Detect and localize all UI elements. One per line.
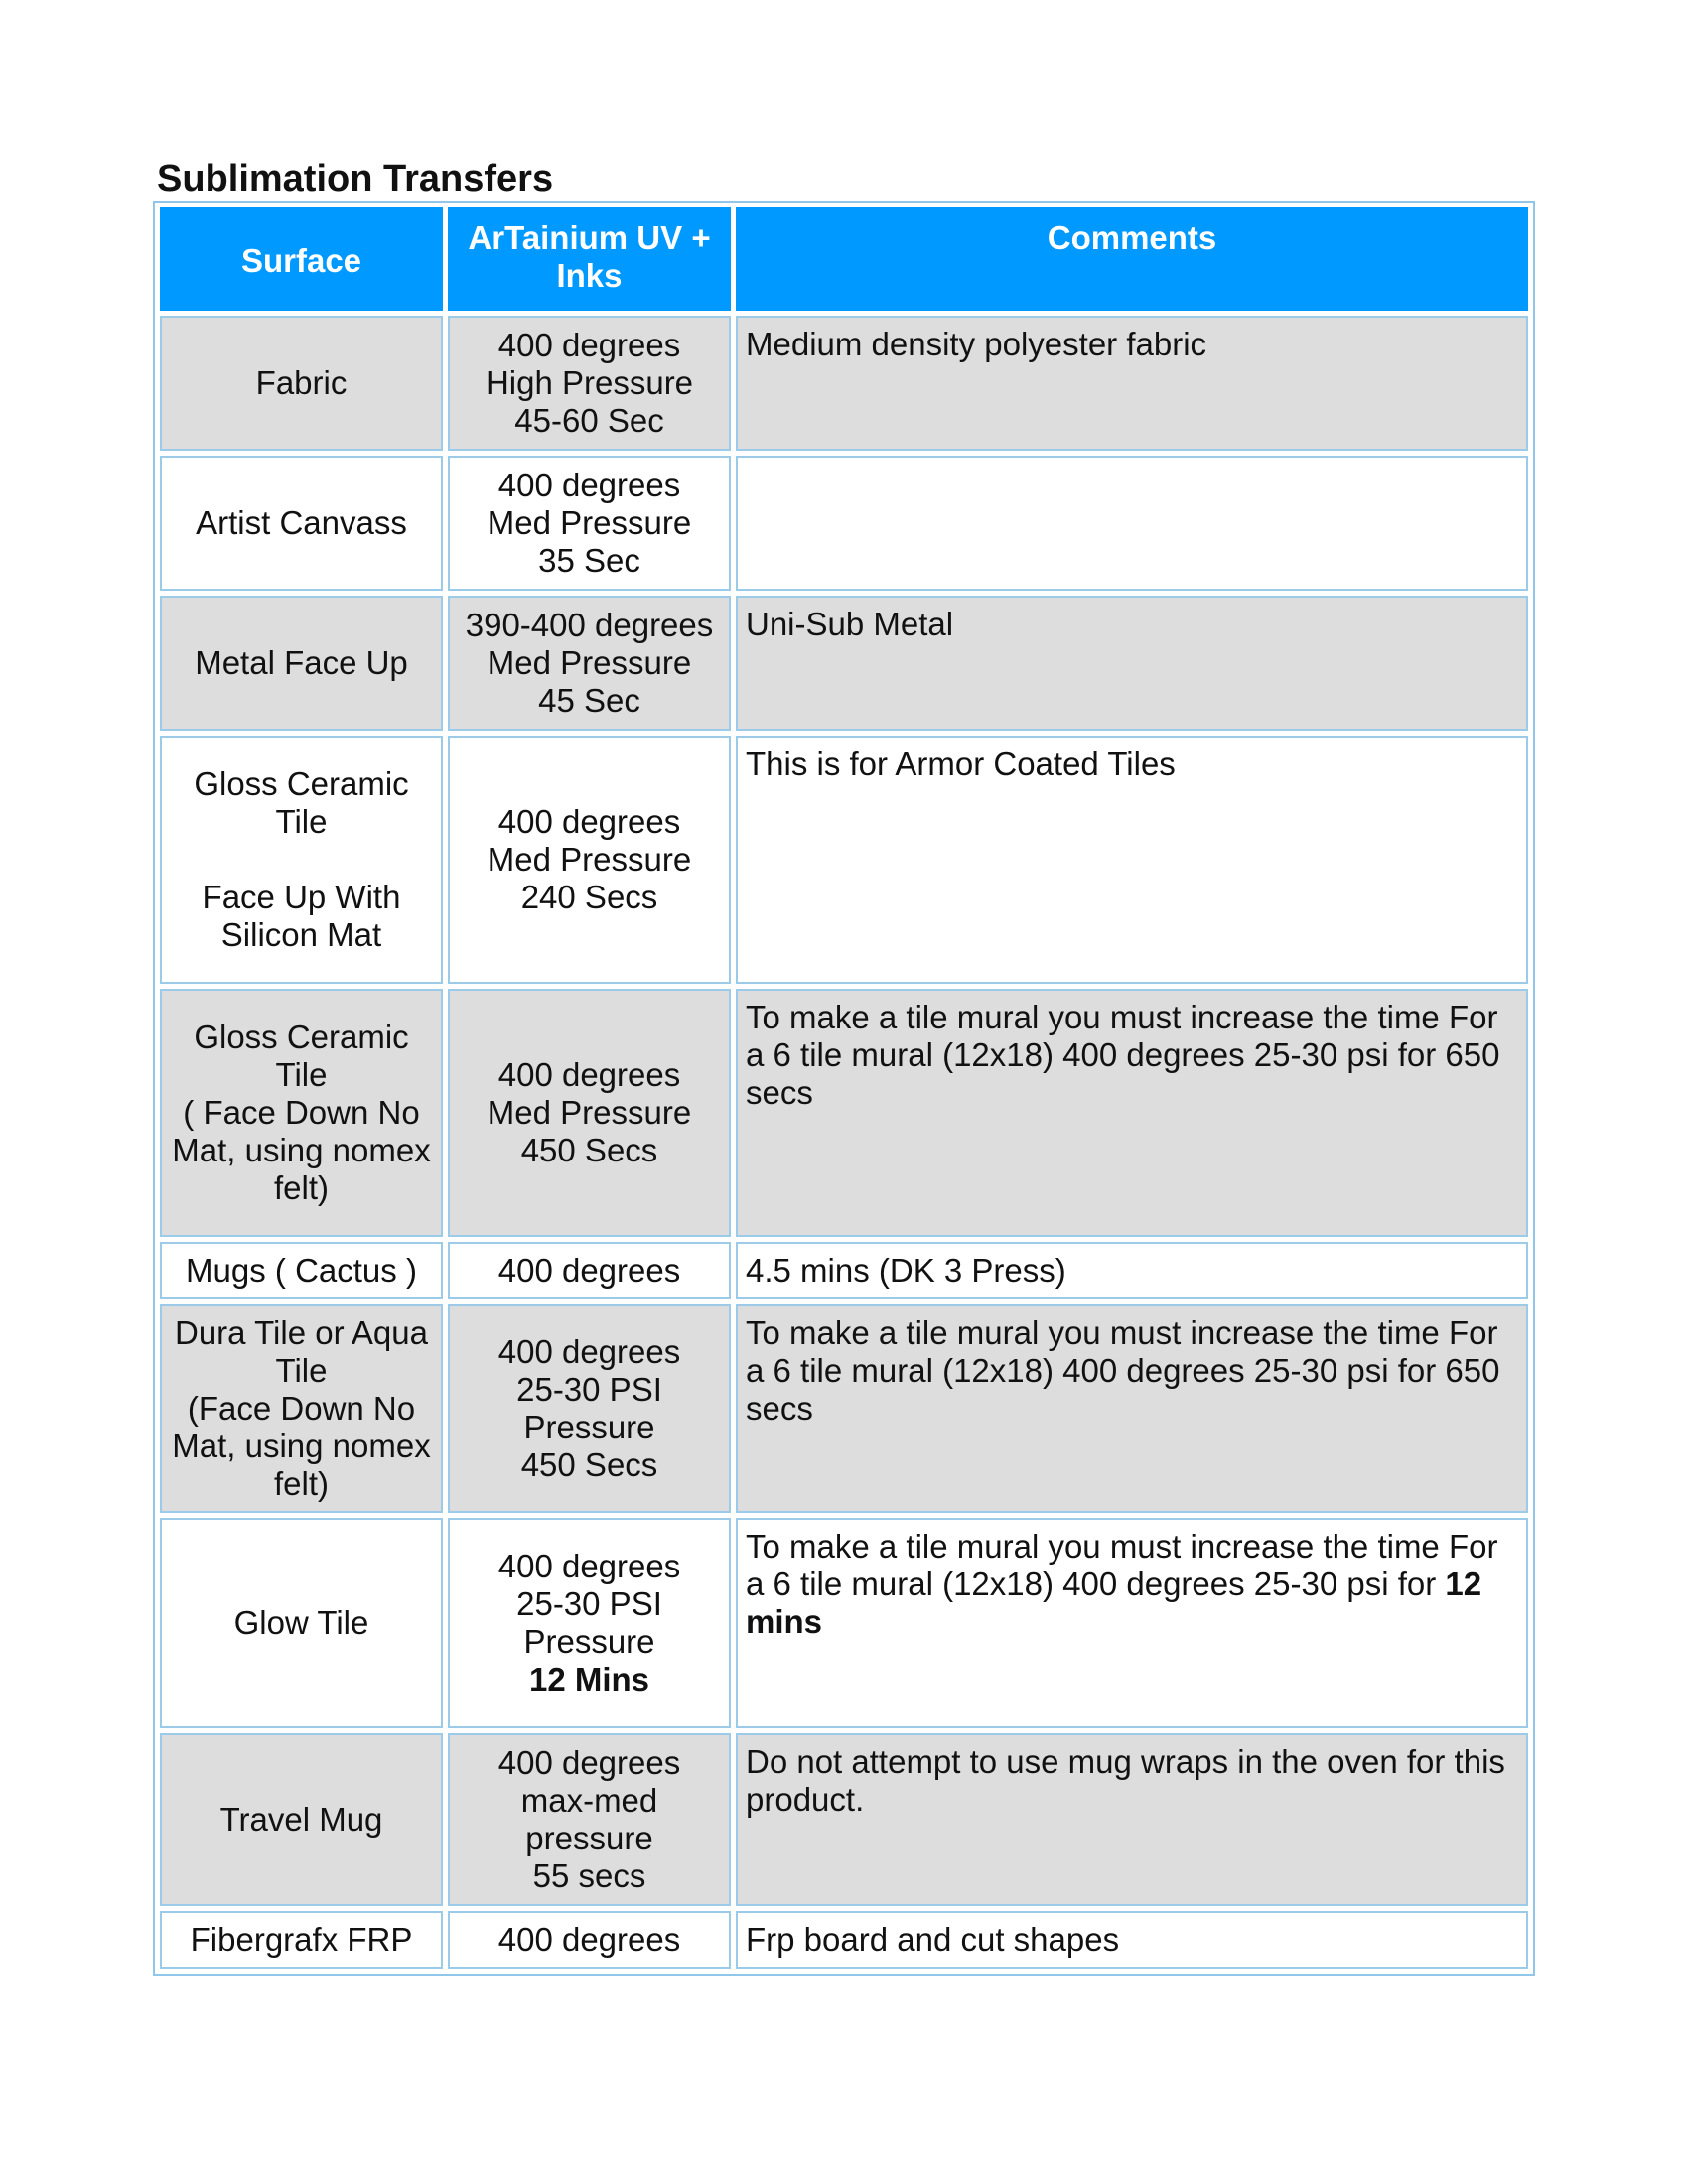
settings-text: Med Pressure [487, 1094, 692, 1131]
header-inks-line2: Inks [556, 257, 623, 294]
cell-surface [160, 1733, 443, 1906]
surface-text: Face Up With [202, 879, 401, 915]
cell-comment: This is for Armor Coated Tiles [736, 736, 1528, 984]
settings-text: max-med [520, 1782, 658, 1819]
table-row [160, 1911, 1528, 1969]
settings-text: 450 Secs [520, 1132, 658, 1168]
settings-text: 25-30 PSI [516, 1371, 662, 1408]
sublimation-table-container [153, 201, 1535, 1976]
table-row [160, 316, 1528, 451]
surface-text: Mugs ( Cactus ) [186, 1252, 417, 1289]
comment-text: To make a tile mural you must increase the time For a 6 tile mural (12x18) 400 degrees 25-30 psi for [746, 1528, 1498, 1602]
settings-text: 400 degrees [497, 1333, 681, 1370]
settings-text: Med Pressure [487, 841, 692, 878]
table-row [160, 456, 1528, 591]
cell-surface [160, 1518, 443, 1728]
surface-text: Tile [275, 1056, 328, 1093]
line-gap [170, 841, 433, 879]
surface-text: felt) [273, 1169, 329, 1206]
cell-comment: Frp board and cut shapes [736, 1911, 1528, 1969]
settings-text: Pressure [523, 1623, 655, 1660]
surface-text: Tile [275, 803, 328, 840]
table-row [160, 1242, 1528, 1299]
surface-text: Metal Face Up [195, 644, 408, 681]
cell-surface [160, 989, 443, 1237]
sublimation-table [155, 203, 1533, 1974]
cell-settings [448, 316, 731, 451]
cell-comment: Medium density polyester fabric [736, 316, 1528, 451]
cell-settings [448, 989, 731, 1237]
cell-settings [448, 1733, 731, 1906]
settings-text: 400 degrees [497, 1548, 681, 1584]
settings-text: 45-60 Sec [514, 402, 664, 439]
settings-text: 450 Secs [520, 1446, 658, 1483]
cell-comment: To make a tile mural you must increase the time For a 6 tile mural (12x18) 400 degrees 25-30 psi for 650 secs [736, 989, 1528, 1237]
surface-text: Travel Mug [219, 1801, 383, 1838]
settings-text: 45 Sec [538, 682, 640, 719]
header-inks-line1: ArTainium UV + [468, 219, 711, 256]
settings-text: Pressure [523, 1409, 655, 1445]
surface-text: Silicon Mat [220, 916, 382, 953]
cell-surface [160, 1304, 443, 1513]
settings-text: 25-30 PSI [516, 1585, 662, 1622]
surface-text: Gloss Ceramic [194, 765, 409, 802]
cell-comment: To make a tile mural you must increase the time For a 6 tile mural (12x18) 400 degrees 25-30 psi for 650 secs [736, 1304, 1528, 1513]
table-row [160, 736, 1528, 984]
settings-text-bold: 12 Mins [528, 1661, 650, 1698]
table-row [160, 989, 1528, 1237]
surface-text: Dura Tile or Aqua [175, 1314, 428, 1351]
surface-text: ( Face Down No [183, 1094, 420, 1131]
surface-text: Mat, using nomex [172, 1428, 431, 1464]
header-comments: Comments [736, 207, 1528, 311]
surface-text: felt) [273, 1465, 329, 1502]
cell-settings [448, 596, 731, 731]
header-inks [448, 207, 731, 311]
cell-surface [160, 1242, 443, 1299]
settings-text: High Pressure [485, 364, 694, 401]
settings-text: 400 degrees [497, 467, 681, 503]
surface-text: Mat, using nomex [172, 1132, 431, 1168]
settings-text: 400 degrees [497, 327, 681, 363]
settings-text: 400 degrees [497, 1921, 681, 1958]
cell-comment: 4.5 mins (DK 3 Press) [736, 1242, 1528, 1299]
surface-text: Gloss Ceramic [194, 1019, 409, 1055]
surface-text: Fabric [255, 364, 348, 401]
cell-settings [448, 736, 731, 984]
cell-surface [160, 596, 443, 731]
settings-text: 240 Secs [520, 879, 658, 915]
cell-surface [160, 456, 443, 591]
cell-comment: Uni-Sub Metal [736, 596, 1528, 731]
comment-text-bold: 12 mins [746, 1566, 1482, 1640]
settings-text: 35 Sec [538, 542, 640, 579]
cell-comment: Do not attempt to use mug wraps in the oven for this product. [736, 1733, 1528, 1906]
cell-comment [736, 1518, 1528, 1728]
cell-settings [448, 1518, 731, 1728]
surface-text: Fibergrafx FRP [190, 1921, 413, 1958]
surface-text: Glow Tile [233, 1604, 369, 1641]
cell-settings [448, 456, 731, 591]
cell-settings [448, 1911, 731, 1969]
settings-text: 400 degrees [497, 1744, 681, 1781]
settings-text: 400 degrees [497, 803, 681, 840]
cell-surface [160, 1911, 443, 1969]
settings-text: 390-400 degrees [465, 607, 714, 643]
table-row [160, 596, 1528, 731]
cell-surface [160, 316, 443, 451]
settings-text: 400 degrees [497, 1056, 681, 1093]
table-header-row [160, 207, 1528, 311]
table-row [160, 1304, 1528, 1513]
surface-text: Artist Canvass [196, 504, 407, 541]
settings-text: 55 secs [532, 1857, 646, 1894]
cell-settings [448, 1242, 731, 1299]
settings-text: pressure [525, 1820, 653, 1856]
cell-surface [160, 736, 443, 984]
table-row [160, 1518, 1528, 1728]
cell-settings [448, 1304, 731, 1513]
surface-text: Tile [275, 1352, 328, 1389]
header-surface: Surface [160, 207, 443, 311]
cell-comment [736, 456, 1528, 591]
settings-text: 400 degrees [497, 1252, 681, 1289]
settings-text: Med Pressure [487, 504, 692, 541]
settings-text: Med Pressure [487, 644, 692, 681]
table-row [160, 1733, 1528, 1906]
surface-text: (Face Down No [187, 1390, 416, 1427]
page-title: Sublimation Transfers [157, 158, 554, 200]
